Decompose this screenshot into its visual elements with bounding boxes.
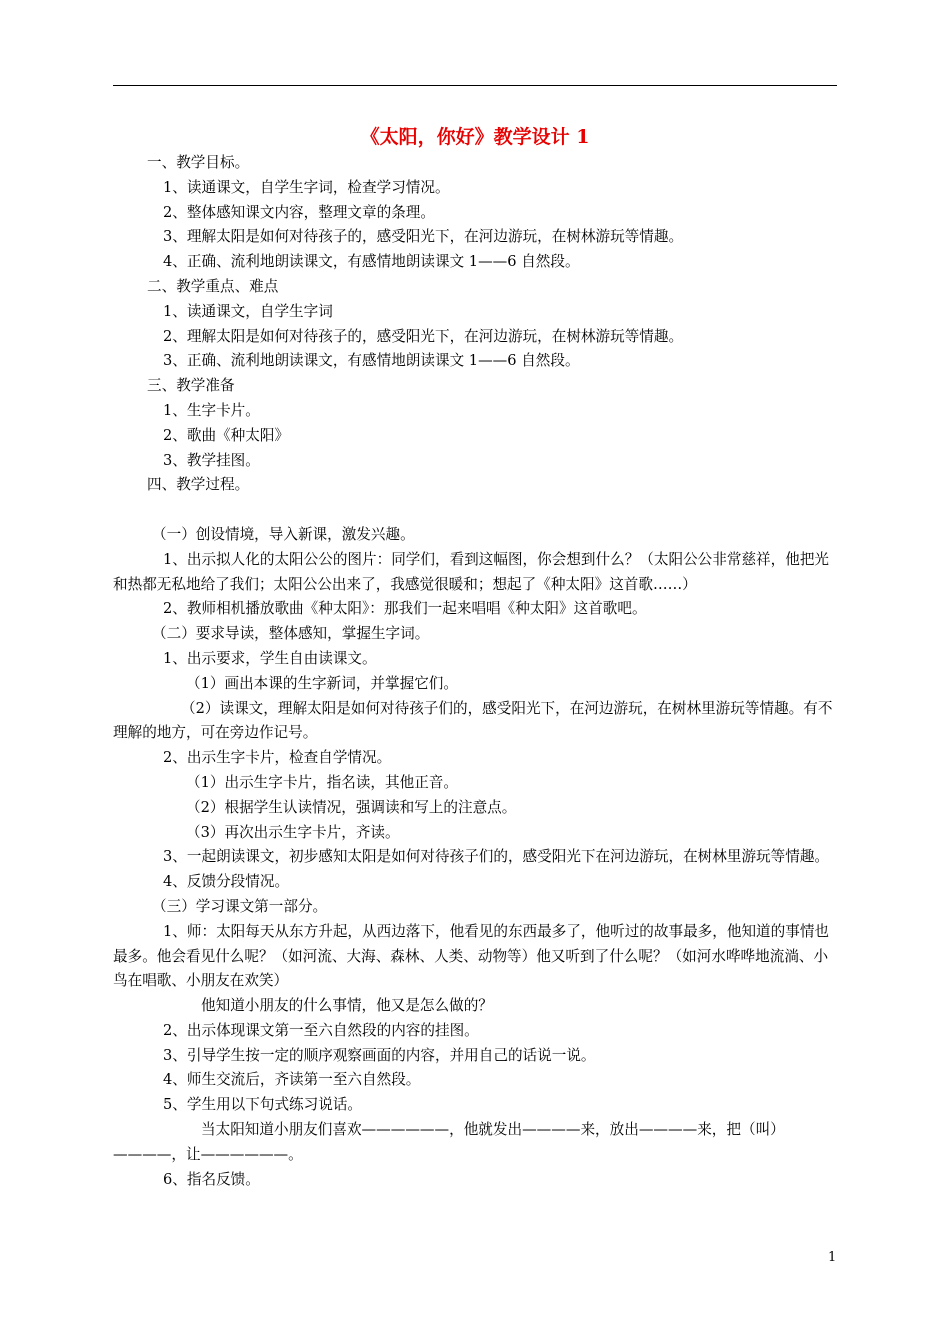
list-item: 3、正确、流利地朗读课文，有感情地朗读课文 1——6 自然段。 <box>163 352 580 370</box>
paragraph: 1、师：太阳每天从东方升起，从西边落下，他看见的东西最多了，他听过的故事最多，他知道的事情也最多。他会看见什么呢？（如河流、大海、森林、人类、动物等）他又听到了什么呢？（如河水哗哗地流淌、小鸟在唱歌、小朋友在欢笑） <box>113 922 830 990</box>
paragraph: 1、出示拟人化的太阳公公的图片：同学们，看到这幅图，你会想到什么？（太阳公公非常慈祥，他把光和热都无私地给了我们；太阳公公出来了，我感觉很暖和；想起了《种太阳》这首歌……） <box>113 550 830 593</box>
paragraph: 6、指名反馈。 <box>163 1170 260 1188</box>
subsection-heading: （三）学习课文第一部分。 <box>152 897 328 915</box>
paragraph: 2、出示生字卡片，检查自学情况。 <box>163 749 392 767</box>
document-title: 《太阳，你好》教学设计 1 <box>360 126 590 148</box>
list-item: 1、读通课文，自学生字词 <box>163 302 333 320</box>
subsection-heading: （二）要求导读，整体感知，掌握生字词。 <box>152 625 430 643</box>
paragraph: （2）读课文，理解太阳是如何对待孩子们的，感受阳光下，在河边游玩，在树林里游玩等情趣。有不理解的地方，可在旁边作记号。 <box>113 699 833 742</box>
paragraph: 3、引导学生按一定的顺序观察画面的内容，并用自己的话说一说。 <box>163 1046 596 1064</box>
paragraph: （1）出示生字卡片，指名读，其他正音。 <box>186 773 458 791</box>
paragraph: 3、一起朗读课文，初步感知太阳是如何对待孩子们的，感受阳光下在河边游玩，在树林里游玩等情趣。 <box>163 848 830 866</box>
list-item: 2、理解太阳是如何对待孩子的，感受阳光下，在河边游玩，在树林游玩等情趣。 <box>163 327 684 345</box>
section-heading: 二、教学重点、难点 <box>147 277 279 295</box>
paragraph: （1）画出本课的生字新词，并掌握它们。 <box>186 674 458 692</box>
document-body <box>113 151 837 1192</box>
section-heading: 四、教学过程。 <box>147 476 250 494</box>
paragraph: 1、出示要求，学生自由读课文。 <box>163 649 377 667</box>
list-item: 2、整体感知课文内容，整理文章的条理。 <box>163 203 435 221</box>
paragraph: （2）根据学生认读情况，强调读和写上的注意点。 <box>186 798 517 816</box>
list-item: 1、生字卡片。 <box>163 401 260 419</box>
section-heading: 一、教学目标。 <box>147 154 250 171</box>
paragraph: 4、师生交流后，齐读第一至六自然段。 <box>163 1071 421 1089</box>
blank-line <box>113 498 837 523</box>
list-item: 3、理解太阳是如何对待孩子的，感受阳光下，在河边游玩，在树林游玩等情趣。 <box>163 228 684 246</box>
section-heading: 三、教学准备 <box>147 377 235 395</box>
paragraph: （3）再次出示生字卡片，齐读。 <box>186 823 400 841</box>
paragraph: 他知道小朋友的什么事情，他又是怎么做的？ <box>201 997 493 1015</box>
paragraph: 2、教师相机播放歌曲《种太阳》：那我们一起来唱唱《种太阳》这首歌吧。 <box>163 600 647 618</box>
paragraph: 当太阳知道小朋友们喜欢——————，他就发出————来，放出————来，把（叫）————，让——————。 <box>113 1121 785 1163</box>
page-number: 1 <box>828 1250 837 1265</box>
subsection-heading: （一）创设情境，导入新课，激发兴趣。 <box>152 525 415 543</box>
list-item: 3、教学挂图。 <box>163 451 260 469</box>
paragraph: 2、出示体现课文第一至六自然段的内容的挂图。 <box>163 1021 479 1039</box>
list-item: 2、歌曲《种太阳》 <box>163 426 290 444</box>
list-item: 1、读通课文，自学生字词，检查学习情况。 <box>163 178 450 196</box>
paragraph: 4、反馈分段情况。 <box>163 873 290 891</box>
header-rule <box>113 85 837 86</box>
list-item: 4、正确、流利地朗读课文，有感情地朗读课文 1——6 自然段。 <box>163 253 580 271</box>
paragraph: 5、学生用以下句式练习说话。 <box>163 1096 363 1114</box>
